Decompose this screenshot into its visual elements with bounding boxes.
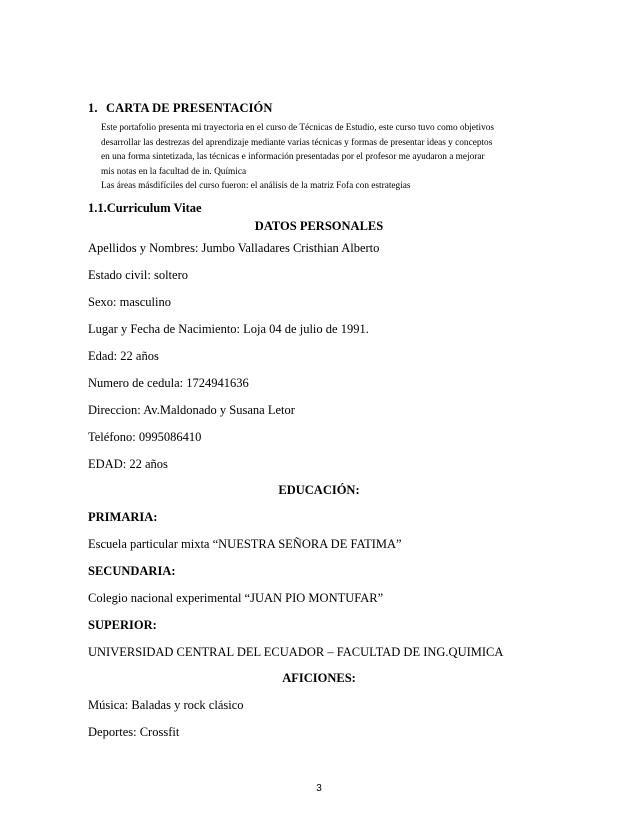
intro-line: Las áreas másdifíciles del curso fueron: el análisis de la matriz Fofa con estrategias bbox=[101, 181, 411, 192]
personal-age-2: EDAD: 22 años bbox=[88, 457, 168, 471]
education-heading: EDUCACIÓN: bbox=[278, 483, 360, 497]
hobby-sports: Deportes: Crossfit bbox=[88, 725, 180, 739]
primary-school: Escuela particular mixta “NUESTRA SEÑORA DE FATIMA” bbox=[88, 537, 402, 551]
intro-paragraph bbox=[101, 121, 571, 194]
hobby-music: Música: Baladas y rock clásico bbox=[88, 698, 244, 712]
subsection-title: 1.1.Curriculum Vitae bbox=[88, 201, 202, 215]
secondary-school: Colegio nacional experimental “JUAN PIO MONTUFAR” bbox=[88, 591, 384, 605]
personal-data-heading: DATOS PERSONALES bbox=[254, 219, 384, 233]
intro-line: desarrollar las destrezas del aprendizaje mediante varias técnicas y formas de presentar ideas y conceptos bbox=[101, 137, 493, 148]
intro-line: Este portafolio presenta mi trayectoria en el curso de Técnicas de Estudio, este curso tuvo como objetivos bbox=[101, 123, 495, 133]
hobbies-heading: AFICIONES: bbox=[282, 671, 356, 685]
higher-label: SUPERIOR: bbox=[88, 618, 157, 632]
primary-label: PRIMARIA: bbox=[88, 510, 158, 524]
intro-line: en una forma sintetizada, las técnicas e información presentadas por el profesor me ayudaron a mejorar bbox=[101, 152, 485, 163]
personal-name: Apellidos y Nombres: Jumbo Valladares Cristhian Alberto bbox=[88, 241, 380, 255]
personal-civil-status: Estado civil: soltero bbox=[88, 268, 188, 282]
higher-school: UNIVERSIDAD CENTRAL DEL ECUADOR – FACULTAD DE ING.QUIMICA bbox=[88, 645, 504, 659]
personal-address: Direccion: Av.Maldonado y Susana Letor bbox=[88, 403, 295, 417]
personal-sex: Sexo: masculino bbox=[88, 295, 171, 309]
section-number: 1. bbox=[88, 101, 98, 115]
personal-age: Edad: 22 años bbox=[88, 349, 159, 363]
secondary-label: SECUNDARIA: bbox=[88, 564, 176, 578]
intro-line: mis notas en la facultad de in. Química bbox=[101, 166, 247, 177]
personal-id: Numero de cedula: 1724941636 bbox=[88, 376, 249, 390]
page-number: 3 bbox=[316, 783, 322, 794]
section-title: CARTA DE PRESENTACIÓN bbox=[106, 101, 273, 115]
personal-birth: Lugar y Fecha de Nacimiento: Loja 04 de julio de 1991. bbox=[88, 322, 369, 336]
section-heading bbox=[88, 101, 273, 116]
personal-phone: Teléfono: 0995086410 bbox=[88, 430, 202, 444]
